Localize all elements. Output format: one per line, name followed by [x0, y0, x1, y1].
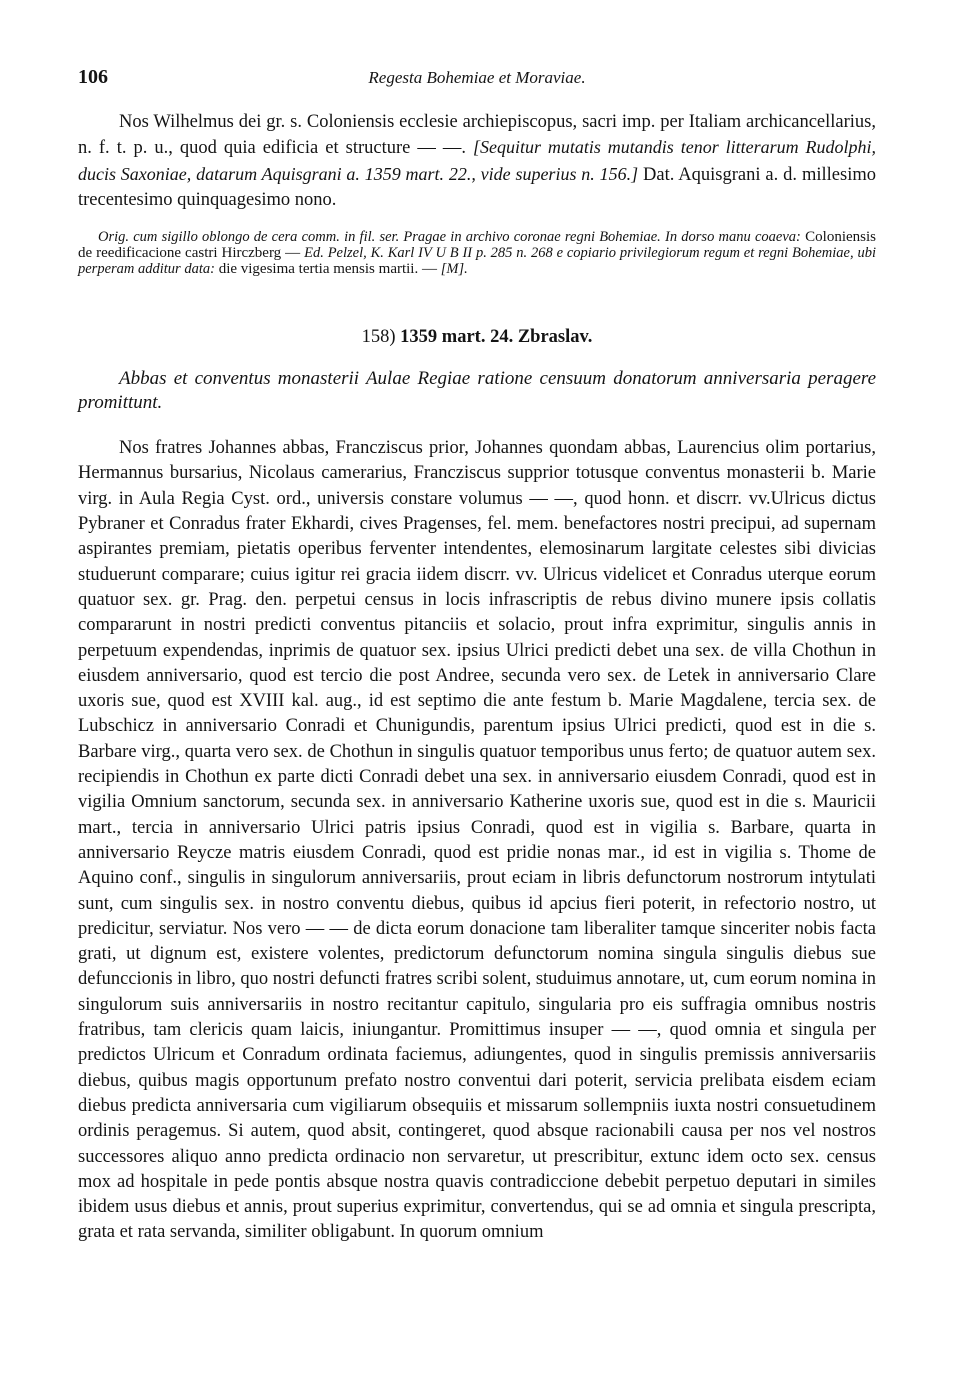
document-regest: Abbas et conventus monasterii Aulae Regiae ratione censuum donatorum anniversaria peragere promittunt. — [78, 368, 876, 414]
source-note-e: [M]. — [440, 261, 468, 278]
source-note-b: Coloniensis de reedificacione castri Hirczberg — — [78, 229, 876, 262]
previous-document-text-b: Dat. Aquisgrani a. d. millesimo trecentesimo quinquagesimo nono. — [78, 164, 876, 210]
previous-document-text-a: Nos Wilhelmus dei gr. s. Coloniensis ecclesie archiepiscopus, sacri imp. per Italiam archicancellarius, n. f. t. p. u., quod quia edificia et structure — —. — [78, 112, 876, 159]
document-date: 1359 mart. 24. Zbraslav. — [400, 327, 593, 348]
previous-document-editorial-note: [Sequitur mutatis mutandis tenor litterarum Rudolphi, ducis Saxoniae, datarum Aquisgrani a. 1359 mart. 22., vide superius n. 156.] — [78, 137, 876, 184]
page-number: 106 — [78, 66, 108, 88]
document-body: Nos fratres Johannes abbas, Francziscus prior, Johannes quondam abbas, Laurencius olim portarius, Hermannus bursarius, Nicolaus camerarius, Francziscus supprior totusque conventus monasterii b. Marie virg. in Aula Regia Cyst. ord., universis constare volumus — —, quod honn. et discrr. vv.Ulricus dictus Pybraner et Conradus frater Ekhardi, cives Pragenses, fel. mem. benefactores nostri precipui, ad supernam aspirantes premiam, pietatis operibus ferventer intendentes, elemosinarum largitate celestes sibi divicias studuerunt comparare; cuius igitur rei gracia iidem discrr. vv. Ulricus videlicet et Conradus uterque eorum quatuor sex. gr. Prag. den. perpetui census in locis infrascriptis de rebus divino munere ipsis collatis compararunt in nostri predicti conventus pitanciis et solacio, prout infra exprimitur, singulis annis in perpetuum expendendas, inprimis de quatuor sex. ipsius Ulrici predicti debet una sex. de villa Chothun in eiusdem anniversario, quod est tercio die post Andree, secunda vero sex. de Letek in anniversario Clare uxoris sue, quod est XVIII kal. aug., id est septimo die ante festum b. Marie Magdalene, tercia sex. de Lubschicz in anniversario Conradi et Chunigundis, parentum ipsius Ulrici predicti, quod est in die s. Barbare virg., quarta vero sex. de Chothun in singulis quatuor temporibus unus ferto; de quatuor autem sex. recipiendis in Chothun ex parte dicti Conradi debet una sex. in anniversario eiusdem Conradi, quod est in vigilia Omnium sanctorum, secunda sex. in anniversario Katherine uxoris sue, quod est in die s. Mauricii mart., tercia in anniversario Ulrici patris ipsius Conradi, quod est in vigilia s. Barbare, quarta in anniversario Reycze matris eiusdem Conradi, quod est pridie nonas mar., id est in vigilia s. Thome de Aquino conf., singulis in singulorum anniversariis, prout eciam in libris defunctorum nostrorum intytulati sunt, cum singulis sex. in nostro conventu diebus, quibus id apcius fieri poterit, in refectorio nostro, ut predicitur, serviatur. Nos vero — — de dicta eorum donacione tam liberaliter tamque sinceriter nobis facta grati, ut dignum est, existere volentes, predictorum defunctorum nomina singula singulis diebus sue defunccionis in libro, quo nostri defuncti fratres scribi solent, studuimus annotare, ut, cum eorum nomina in singulorum suis anniversariis in nostro recitantur capitulo, singularia pro eis suffragia omnibus nostris fratribus, tam clericis quam laicis, iniungantur. Promittimus insuper — —, quod omnia et singula per predictos Ulricum et Conradum ordinata faciemus, adiungentes, quod in singulis premissis anniversariis diebus, quibus magis opportunum prefato nostro conventui dari poterit, servicia prelibata eisdem eciam diebus predicta anniversaria cum vigiliarum obsequiis et missarum sollempniis iuxta nostri consuetudinem ordinis peragemus. Si autem, quod absit, contingeret, quod absque racionabili causa per nos vel nostros successores aliquo anno predicta ordinacio non servaretur, ut prescribitur, extunc idem octo sex. census mox ad hospitale in pede pontis absque nostra quavis contradiccione debebit perpetuo deputari in similes ibidem usus diebus et annis, prout superius exprimitur, convertendus, qui se ad omnia et singula prescripta, grata et rata servanda, similiter obligabunt. In quorum omnium — [78, 438, 876, 1243]
source-note-c: Ed. Pelzel, K. Karl IV U B II p. 285 n. 268 e copiario privilegiorum regum et regni Bohemiae, ubi perperam additur data: — [78, 245, 876, 278]
source-note-d: die vigesima tertia mensis martii. — — [214, 261, 441, 278]
source-note-a: Orig. cum sigillo oblongo de cera comm. in fil. ser. Pragae in archivo coronae regni Bohemiae. In dorso manu coaeva: — [98, 229, 801, 246]
document-heading — [78, 327, 876, 348]
page — [78, 56, 876, 1246]
running-header — [78, 56, 876, 96]
document-number: 158) — [361, 327, 396, 348]
source-notes — [78, 229, 876, 277]
previous-document-text — [78, 110, 876, 213]
running-title: Regesta Bohemiae et Moraviae. — [368, 68, 586, 87]
